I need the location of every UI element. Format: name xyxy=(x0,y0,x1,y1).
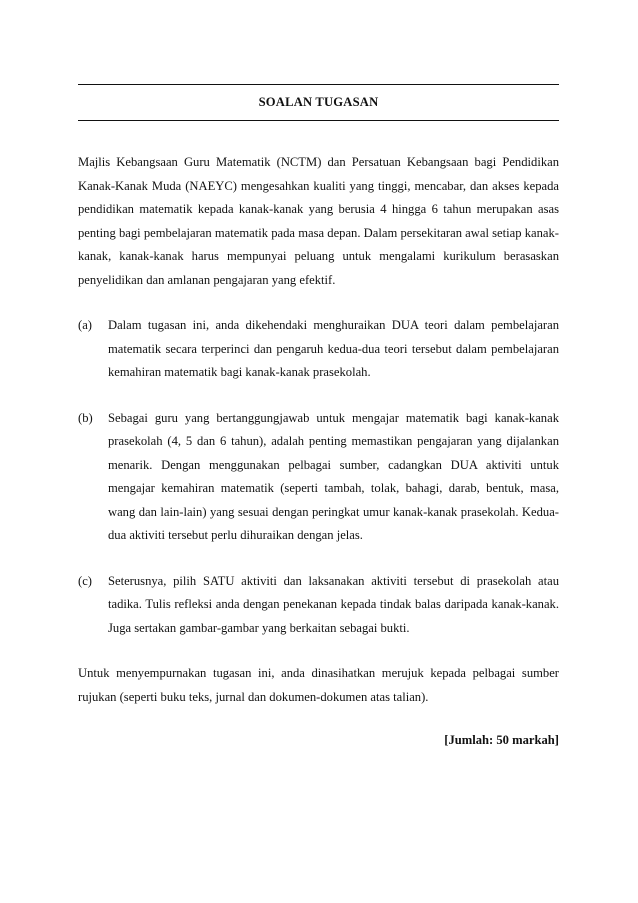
question-c-label: (c) xyxy=(78,573,92,588)
document-title: SOALAN TUGASAN xyxy=(258,95,379,109)
question-a-label: (a) xyxy=(78,318,92,332)
question-b-text: Sebagai guru yang bertanggungjawab untuk mengajar matematik bagi kanak-kanak prasekolah (4, 5 dan 6 tahun), adalah penting memastikan pengajaran yang dijalankan menarik. Dengan menggunakan pelbagai sumber, cadangkan DUA aktiviti untuk mengajar kemahiran matematik (seperti tambah, tolak, bahagi, darab, bentuk, masa, wang dan lain-lain) yang sesuai dengan peringkat umur kanak-kanak prasekolah. Kedua-dua aktiviti tersebut perlu dihuraikan dengan jelas. xyxy=(108,410,559,542)
question-a-text: Dalam tugasan ini, anda dikehendaki menghuraikan DUA teori dalam pembelajaran matematik secara terperinci dan pengaruh kedua-dua teori tersebut dalam pembelajaran kemahiran matematik bagi kanak-kanak prasekolah. xyxy=(108,318,559,379)
closing-paragraph: Untuk menyempurnakan tugasan ini, anda dinasihatkan merujuk kepada pelbagai sumber rujukan (seperti buku teks, jurnal dan dokumen-dokumen atas talian). xyxy=(78,666,559,704)
total-marks: [Jumlah: 50 markah] xyxy=(444,733,559,747)
question-b xyxy=(78,407,559,548)
question-c xyxy=(78,570,559,641)
intro-paragraph: Majlis Kebangsaan Guru Matematik (NCTM) dan Persatuan Kebangsaan bagi Pendidikan Kanak-Kanak Muda (NAEYC) mengesahkan kualiti yang tinggi, mencabar, dan akses kepada pendidikan matematik kepada kanak-kanak yang berusia 4 hingga 6 tahun merupakan asas penting bagi pembelajaran matematik pada masa depan. Dalam persekitaran awal setiap kanak-kanak, kanak-kanak harus mempunyai peluang untuk mengalami kurikulum berasaskan penyelidikan dan amlanan pengajaran yang efektif. xyxy=(78,155,559,287)
question-a xyxy=(78,314,559,385)
question-c-text: Seterusnya, pilih SATU aktiviti dan laksanakan aktiviti tersebut di prasekolah atau tadika. Tulis refleksi anda dengan penekanan kepada tindak balas daripada kanak-kanak. Juga sertakan gambar-gambar yang berkaitan sebagai bukti. xyxy=(108,573,559,635)
document-page xyxy=(78,84,559,752)
title-bottom-rule xyxy=(78,120,559,121)
question-b-label: (b) xyxy=(78,410,93,425)
